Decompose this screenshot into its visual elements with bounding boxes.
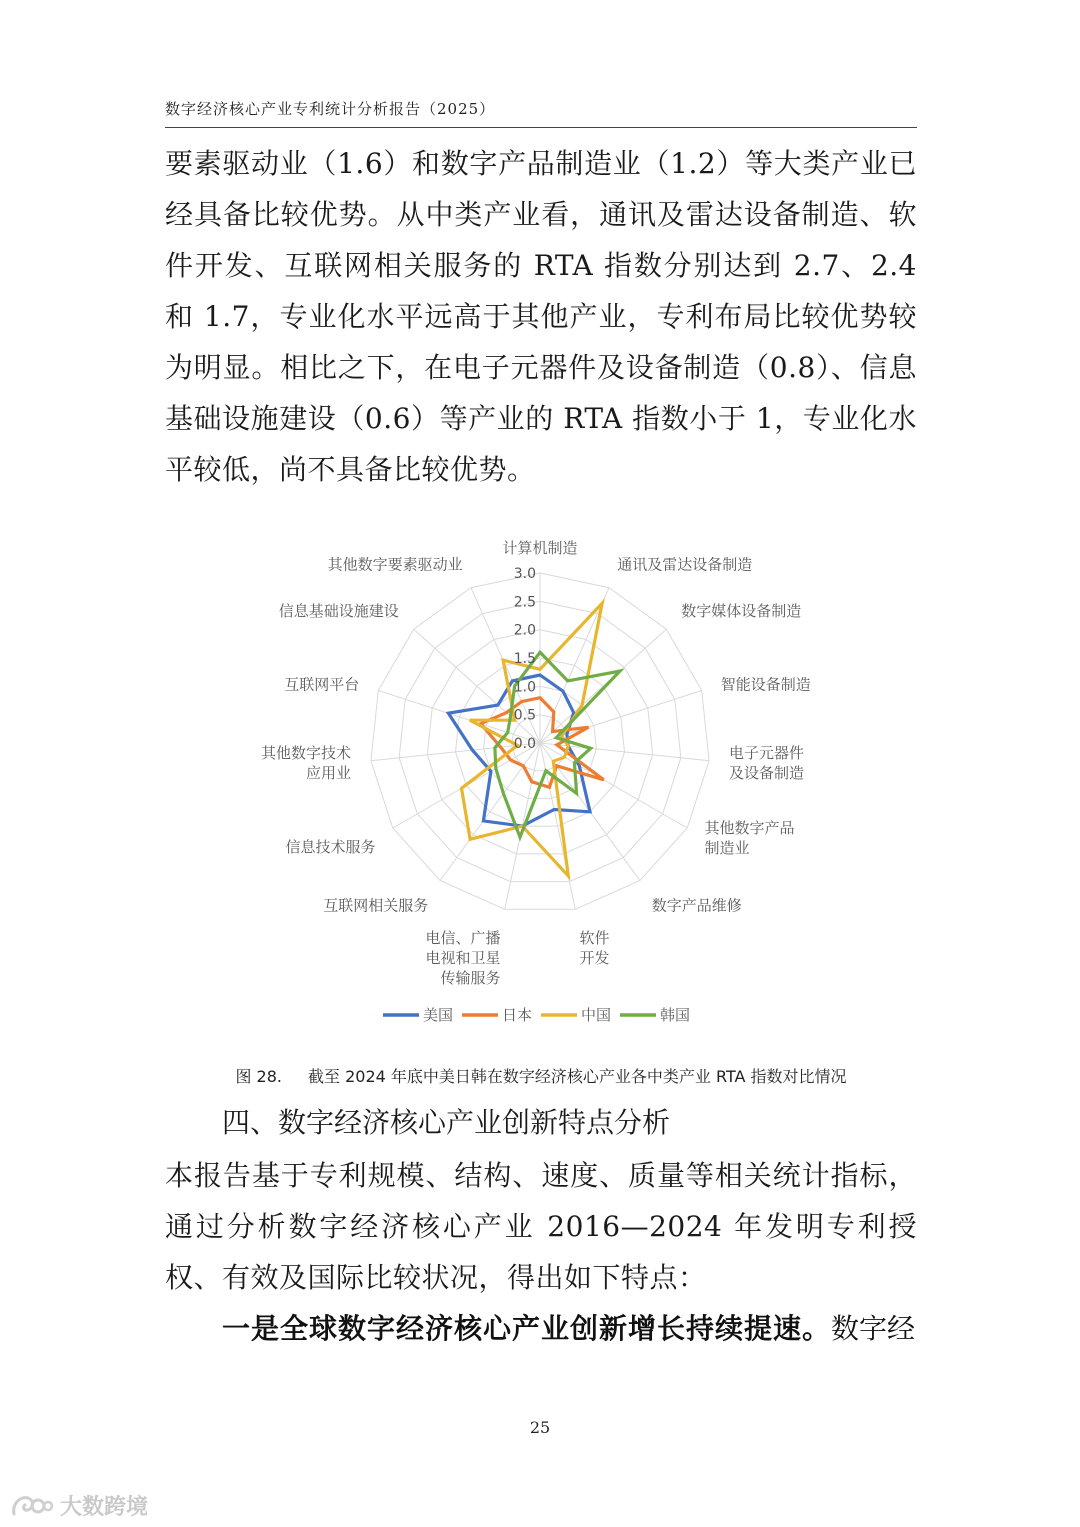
body-paragraph-3: [222, 1303, 922, 1354]
radial-tick-label: 0.0: [513, 736, 536, 752]
page-number: 25: [529, 1418, 551, 1437]
paragraph-continuation: 数字经: [831, 1312, 916, 1345]
legend-label: 中国: [581, 1006, 612, 1024]
category-label: [425, 929, 500, 987]
radial-tick-label: 1.0: [513, 679, 536, 696]
category-label-line: 电子元器件: [729, 743, 805, 762]
figure-caption: [165, 1064, 917, 1087]
category-label-line: 电信、广播: [425, 928, 501, 947]
radar-chart: [160, 530, 920, 1040]
legend-label: 美国: [423, 1006, 454, 1024]
category-label: [652, 897, 742, 915]
legend-label: 韩国: [660, 1006, 691, 1024]
running-header: 数字经济核心产业专利统计分析报告（2025）: [165, 100, 496, 118]
body-paragraph-2: 本报告基于专利规模、结构、速度、质量等相关统计指标，通过分析数字经济核心产业 2016—2024 年发明专利授权、有效及国际比较状况，得出如下特点：: [165, 1159, 917, 1294]
category-label: [502, 539, 577, 557]
radar-spoke: [540, 629, 666, 743]
category-label: [580, 929, 610, 967]
category-label-line: 传输服务: [440, 968, 501, 987]
category-label: [729, 744, 804, 782]
category-label: [279, 602, 399, 620]
category-label-line: 互联网相关服务: [323, 896, 429, 915]
category-label-line: 互联网平台: [284, 675, 360, 694]
category-label-line: 信息技术服务: [285, 838, 376, 856]
category-label-line: 及设备制造: [729, 763, 805, 782]
category-label-line: 数字产品维修: [651, 896, 742, 915]
category-label-line: 其他数字产品: [704, 819, 795, 837]
radial-tick-label: 2.5: [513, 594, 536, 611]
category-label-line: 数字媒体设备制造: [681, 601, 802, 620]
category-label-line: 电视和卫星: [425, 948, 501, 967]
category-label: [261, 744, 351, 782]
category-label-line: 制造业: [704, 839, 750, 857]
category-label-line: 其他数字技术: [260, 743, 351, 762]
figure-caption-text: 截至 2024 年底中美日韩在数字经济核心产业各中类产业 RTA 指数对比情况: [308, 1067, 847, 1086]
category-label: [323, 897, 428, 915]
radial-tick-label: 0.5: [513, 707, 536, 724]
category-label: [617, 555, 752, 573]
category-label-line: 智能设备制造: [720, 675, 811, 694]
category-label-line: 应用业: [305, 763, 351, 782]
header-rule: [165, 127, 917, 128]
category-label-line: 通讯及雷达设备制造: [617, 555, 753, 574]
section-heading: 四、数字经济核心产业创新特点分析: [222, 1106, 671, 1139]
watermark-text: 大数跨境: [60, 1495, 149, 1520]
body-paragraph: 要素驱动业（1.6）和数字产品制造业（1.2）等大类产业已经具备比较优势。从中类产业看，通讯及雷达设备制造、软件开发、互联网相关服务的 RTA 指数分别达到 2.7、2.4 和 1.7，专业化水平远高于其他产业，专利布局比较优势较为明显。相比之下，在电子元器件及设备制造（0.8）、信息基础设施建设（0.6）等产业的 RTA 指数小于 1，专业化水平较低，尚不具备比较优势。: [165, 147, 917, 486]
category-label-line: 计算机制造: [502, 539, 578, 557]
radial-tick-label: 2.0: [513, 622, 536, 639]
bold-lead-sentence: 一是全球数字经济核心产业创新增长持续提速。: [222, 1312, 832, 1345]
category-label: [721, 675, 811, 693]
radar-spoke: [540, 691, 702, 744]
radial-tick-label: 1.5: [513, 651, 536, 667]
category-label-line: 其他数字要素驱动业: [327, 555, 463, 574]
category-label: [328, 555, 463, 573]
category-label: [705, 819, 795, 857]
radial-tick-label: 3.0: [513, 566, 536, 582]
figure-number: 图 28.: [235, 1067, 283, 1086]
watermark: [10, 1490, 148, 1521]
category-label-line: 信息基础设施建设: [278, 601, 399, 620]
category-label: [285, 838, 375, 856]
watermark-logo-icon: [10, 1492, 54, 1520]
radar-chart-svg: [160, 530, 920, 1040]
legend-label: 日本: [502, 1006, 533, 1024]
category-label: [284, 675, 359, 693]
category-label-line: 软件: [579, 928, 610, 947]
category-label: [681, 602, 801, 620]
category-label-line: 开发: [579, 948, 610, 967]
